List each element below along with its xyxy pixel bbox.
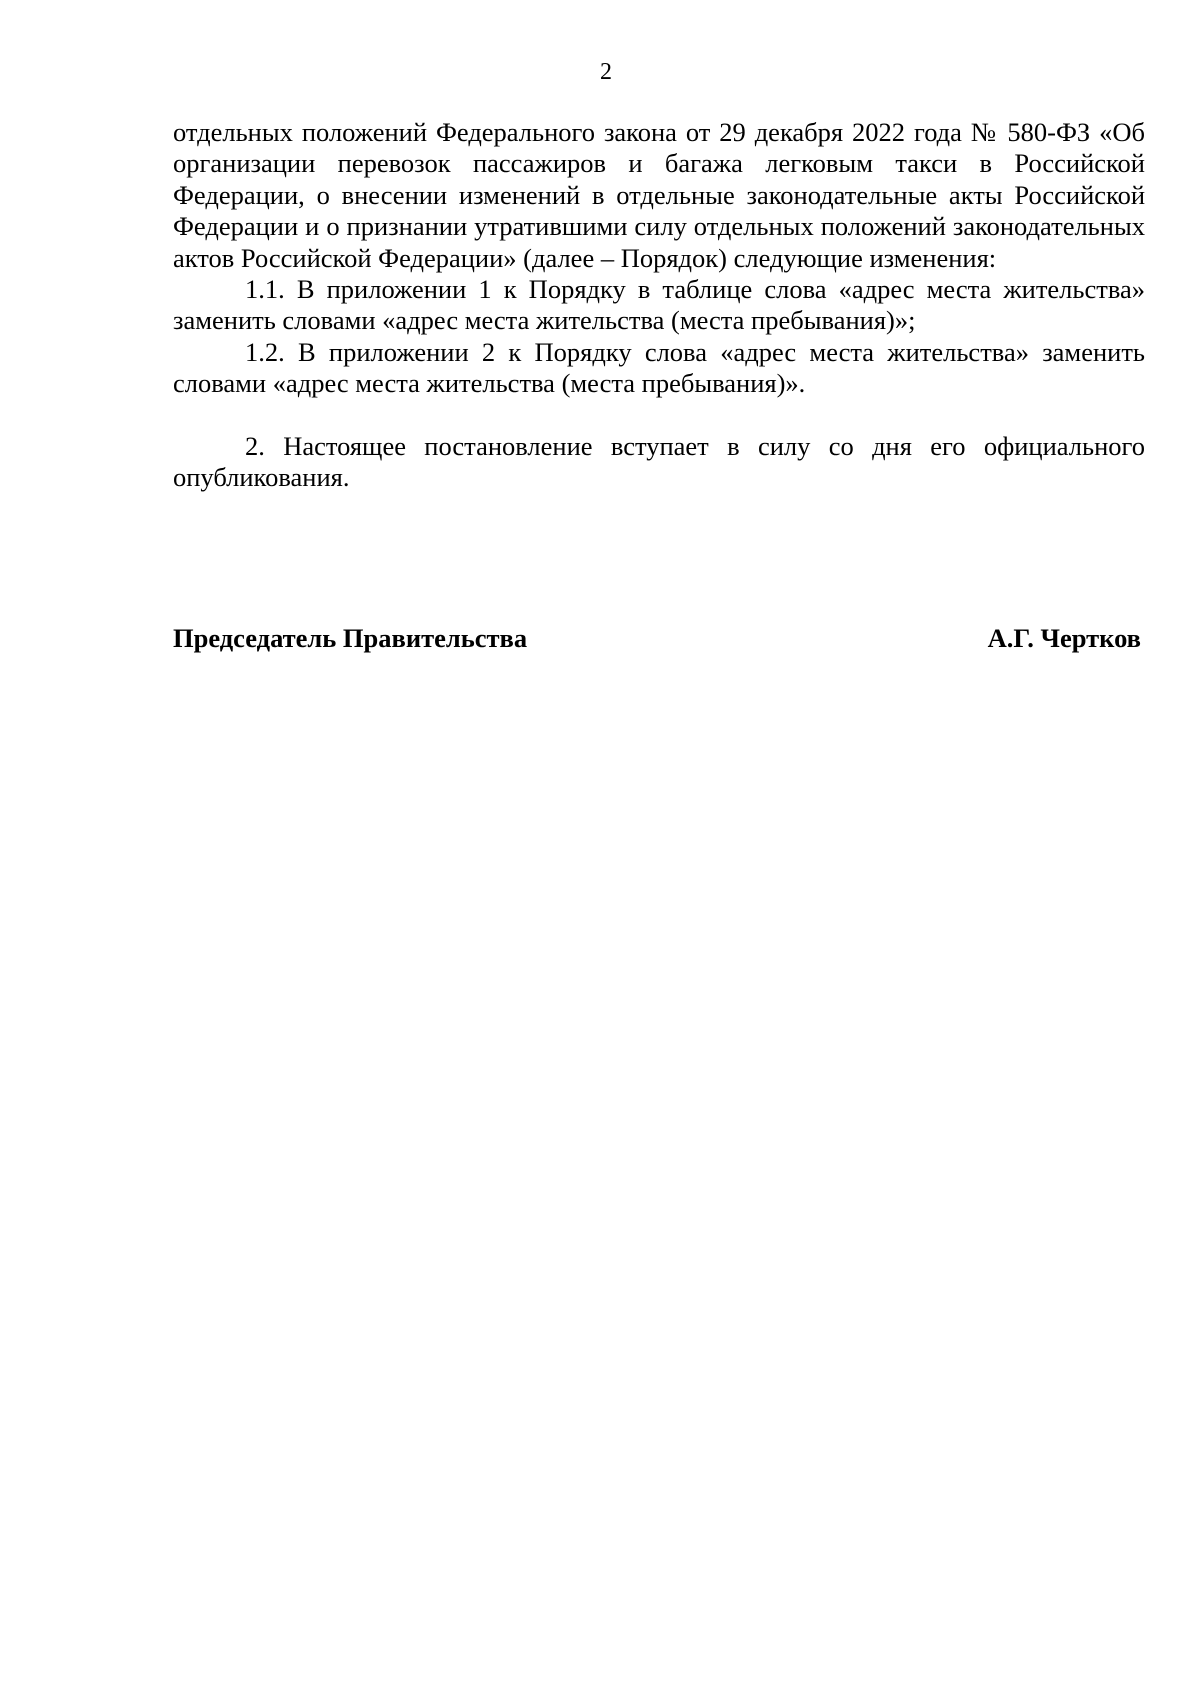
document-body <box>173 117 1145 493</box>
signatory-name: А.Г. Чертков <box>987 623 1141 653</box>
paragraph-item-1-1: 1.1. В приложении 1 к Порядку в таблице слова «адрес места жительства» заменить словами «адрес места жительства (места пребывания)»; <box>173 274 1145 336</box>
paragraph-item-2: 2. Настоящее постановление вступает в силу со дня его официального опубликования. <box>173 430 1145 493</box>
signature-block <box>173 622 1141 654</box>
signatory-position: Председатель Правительства <box>173 623 528 653</box>
page-number: 2 <box>600 59 612 85</box>
paragraph-continuation: отдельных положений Федерального закона от 29 декабря 2022 года № 580-ФЗ «Об организации перевозок пассажиров и багажа легковым такси в Российской Федерации, о внесении изменений в отдельные законодательные акты Российской Федерации и о признании утратившими силу отдельных положений законодательных актов Российской Федерации» (далее – Порядок) следующие изменения: <box>173 117 1145 273</box>
paragraph-item-1-2: 1.2. В приложении 2 к Порядку слова «адрес места жительства» заменить словами «адрес места жительства (места пребывания)». <box>173 336 1145 399</box>
